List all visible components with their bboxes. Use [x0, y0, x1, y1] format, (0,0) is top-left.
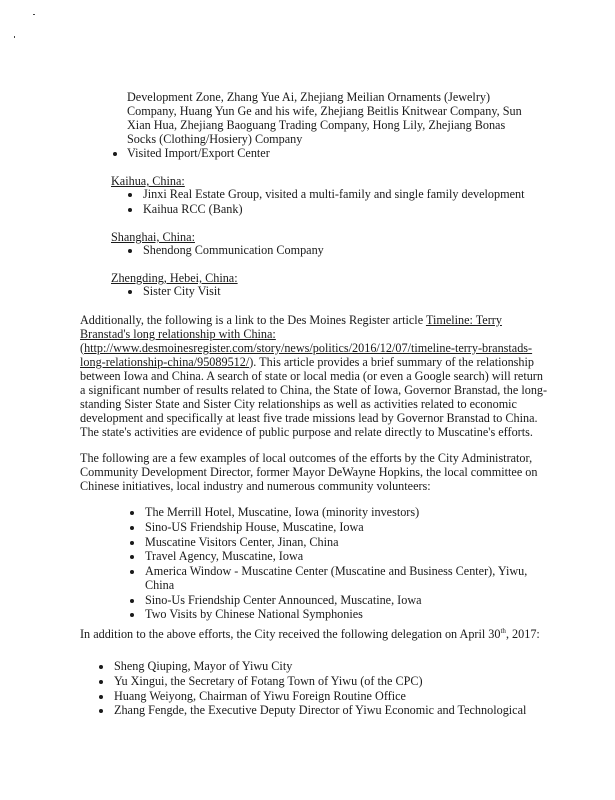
bullet-icon [99, 709, 103, 713]
paragraph-line: a significant number of results related to China, the State of Iowa, Governor Branstad, the long- [80, 383, 548, 397]
bullet-icon [113, 152, 117, 156]
list-item: Travel Agency, Muscatine, Iowa [145, 549, 304, 563]
list-item: America Window - Muscatine Center (Muscatine and Business Center), Yiwu, [145, 564, 528, 578]
bullet-icon [128, 208, 132, 212]
scan-speck [33, 14, 35, 15]
bullet-icon [130, 511, 134, 515]
bullet-icon [99, 665, 103, 669]
bullet-icon [128, 193, 132, 197]
scan-speck [14, 36, 15, 38]
article-link[interactable]: Timeline: Terry [425, 313, 502, 327]
article-link[interactable]: Branstad's long relationship with China: [80, 327, 276, 341]
paragraph-line: between Iowa and China. A search of state or local media (or even a Google search) will return [80, 369, 543, 383]
continuation-line: Company, Huang Yun Ge and his wife, Zhejiang Beitlis Knitwear Company, Sun [127, 104, 522, 118]
paragraph-line: The following are a few examples of local outcomes of the efforts by the City Administrator, [80, 451, 533, 465]
bullet-icon [128, 249, 132, 253]
paragraph-line: Additionally, the following is a link to the Des Moines Register article Timeline: Terry [80, 313, 502, 327]
list-item: Kaihua RCC (Bank) [143, 202, 243, 216]
article-url-link[interactable]: long-relationship-china/95089512/ [80, 355, 250, 369]
paragraph-line: (http://www.desmoinesregister.com/story/news/politics/2016/12/07/timeline-terry-branstads- [80, 341, 533, 355]
location-heading: Zhengding, Hebei, China: [111, 271, 238, 285]
list-item: Sister City Visit [143, 284, 221, 298]
location-heading: Kaihua, China: [111, 174, 185, 188]
bullet-icon [130, 526, 134, 530]
list-item: Sino-Us Friendship Center Announced, Muscatine, Iowa [145, 593, 422, 607]
paragraph-line: standing Sister State and Sister City relationships as well as activities related to economic [80, 397, 517, 411]
bullet-icon [99, 680, 103, 684]
bullet-icon [130, 541, 134, 545]
paragraph-line: In addition to the above efforts, the City received the following delegation on April 30th, 2017: [80, 626, 540, 641]
list-item: Yu Xingui, the Secretary of Fotang Town of Yiwu (of the CPC) [114, 674, 423, 688]
list-item: Jinxi Real Estate Group, visited a multi-family and single family development [143, 187, 525, 201]
list-item: Zhang Fengde, the Executive Deputy Director of Yiwu Economic and Technological [114, 703, 527, 717]
list-item: Huang Weiyong, Chairman of Yiwu Foreign Routine Office [114, 689, 406, 703]
continuation-line: Development Zone, Zhang Yue Ai, Zhejiang Meilian Ornaments (Jewelry) [127, 90, 491, 104]
paragraph-line: development and specifically at least five trade missions lead by Governor Branstad to China. [80, 411, 538, 425]
paragraph-line: long-relationship-china/95089512/). This article provides a brief summary of the relationship [80, 355, 534, 369]
bullet-icon [130, 613, 134, 617]
article-url-link[interactable]: http://www.desmoinesregister.com/story/news/politics/2016/12/07/timeline-terry-branstads- [84, 341, 533, 355]
list-item-wrap: China [145, 578, 175, 592]
list-item: Sheng Qiuping, Mayor of Yiwu City [114, 659, 293, 673]
location-heading: Shanghai, China: [111, 230, 195, 244]
list-item: Visited Import/Export Center [127, 146, 270, 160]
list-item: Two Visits by Chinese National Symphonies [145, 607, 363, 621]
bullet-icon [128, 290, 132, 294]
paragraph-line: Community Development Director, former Mayor DeWayne Hopkins, the local committee on [80, 465, 538, 479]
bullet-icon [130, 555, 134, 559]
paragraph-line: Chinese initiatives, local industry and numerous community volunteers: [80, 479, 431, 493]
bullet-icon [130, 570, 134, 574]
list-item: Shendong Communication Company [143, 243, 324, 257]
bullet-icon [99, 695, 103, 699]
list-item: The Merrill Hotel, Muscatine, Iowa (minority investors) [145, 505, 420, 519]
list-item: Muscatine Visitors Center, Jinan, China [145, 535, 339, 549]
list-item: Sino-US Friendship House, Muscatine, Iowa [145, 520, 364, 534]
bullet-icon [130, 599, 134, 603]
paragraph-line: The state's activities are evidence of public purpose and relate directly to Muscatine's efforts. [80, 425, 533, 439]
continuation-line: Socks (Clothing/Hosiery) Company [127, 132, 303, 146]
continuation-line: Xian Hua, Zhejiang Baoguang Trading Company, Hong Lily, Zhejiang Bonas [127, 118, 506, 132]
